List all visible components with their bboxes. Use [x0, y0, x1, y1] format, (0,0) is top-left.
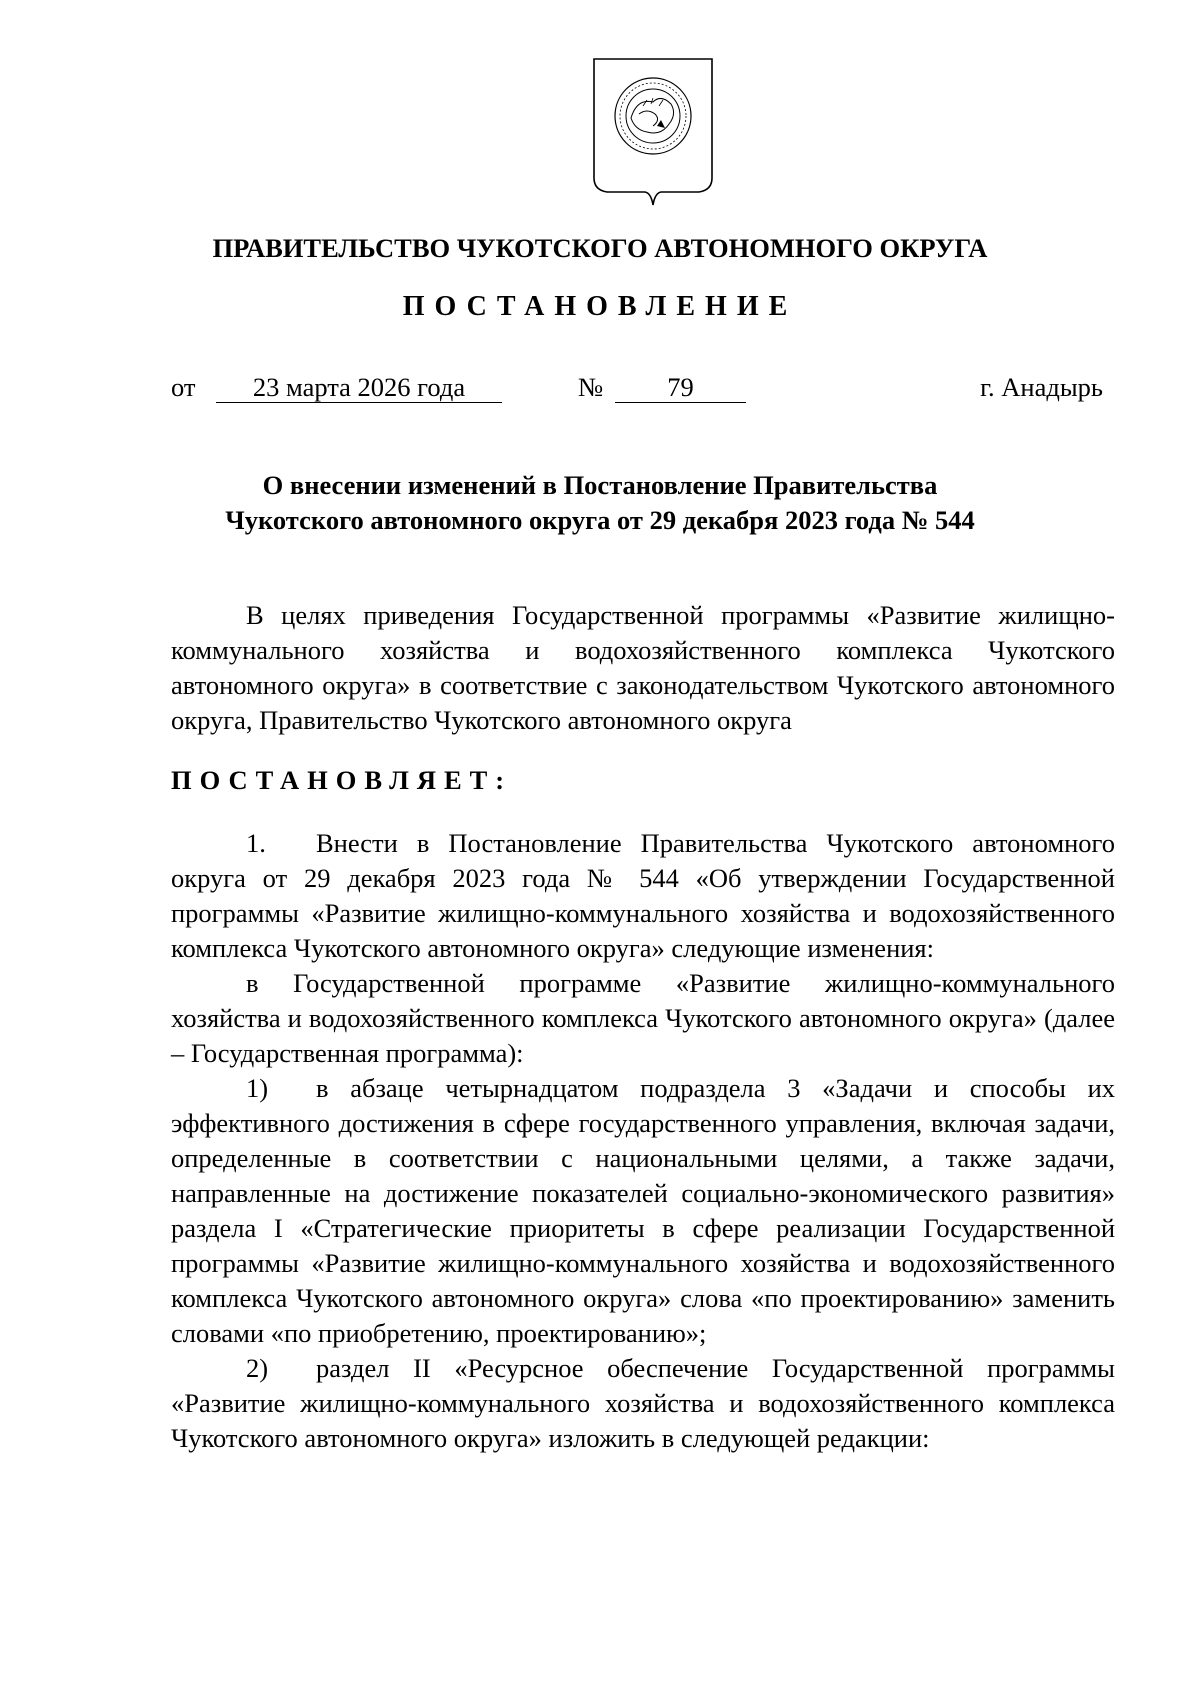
subitem-2	[171, 1351, 1115, 1456]
decree-items	[171, 826, 1115, 1456]
preamble	[171, 598, 1115, 738]
date-prefix: от	[171, 372, 196, 402]
document-date: 23 марта 2026 года	[216, 372, 502, 403]
subject-line-1: О внесении изменений в Постановление Правительства	[262, 470, 938, 500]
government-title: ПРАВИТЕЛЬСТВО ЧУКОТСКОГО АВТОНОМНОГО ОКРУГА	[212, 233, 988, 263]
preamble-text: В целях приведения Государственной программы «Развитие жилищно-коммунального хозяйства и водохозяйственного комплекса Чукотского автономного округа» в соответствие с законодательством Чукотского автономного округа, Правительство Чукотского автономного округа	[171, 600, 1115, 735]
coat-of-arms-icon	[591, 56, 715, 208]
subitem-1-number: 1)	[246, 1073, 269, 1103]
document-type: ПОСТАНОВЛЕНИЕ	[402, 291, 798, 322]
subject-line-2: Чукотского автономного округа от 29 декабря 2023 года № 544	[225, 505, 975, 535]
document-subject	[0, 468, 1200, 538]
number-sign: №	[578, 372, 604, 402]
subitem-2-text: раздел II «Ресурсное обеспечение Государственной программы «Развитие жилищно-коммунального хозяйства и водохозяйственного комплекса Чукотского автономного округа» изложить в следующей редакции:	[171, 1353, 1115, 1453]
subitem-1-text: в абзаце четырнадцатом подраздела 3 «Задачи и способы их эффективного достижения в сфере государственного управления, включая задачи, определенные в соответствии с национальными целями, а также задачи, направленные на достижение показателей социально-экономического развития» раздела I «Стратегические приоритеты в сфере реализации Государственной программы «Развитие жилищно-коммунального хозяйства и водохозяйственного комплекса Чукотского автономного округа» слова «по проектированию» заменить словами «по приобретению, проектированию»;	[171, 1073, 1115, 1348]
decree-word: ПОСТАНОВЛЯЕТ:	[171, 765, 513, 795]
item-1-subtext: в Государственной программе «Развитие жилищно-коммунального хозяйства и водохозяйственного комплекса Чукотского автономного округа» (далее – Государственная программа):	[171, 968, 1115, 1068]
item-1-text: Внести в Постановление Правительства Чукотского автономного округа от 29 декабря 2023 года № 544 «Об утверждении Государственной программы «Развитие жилищно-коммунального хозяйства и водохозяйственного комплекса Чукотского автономного округа» следующие изменения:	[171, 828, 1115, 963]
document-number: 79	[615, 372, 746, 403]
document-city: г. Анадырь	[980, 372, 1103, 402]
subitem-2-number: 2)	[246, 1353, 269, 1383]
item-1-number: 1.	[246, 828, 266, 858]
subitem-1	[171, 1071, 1115, 1351]
item-1	[171, 826, 1115, 966]
